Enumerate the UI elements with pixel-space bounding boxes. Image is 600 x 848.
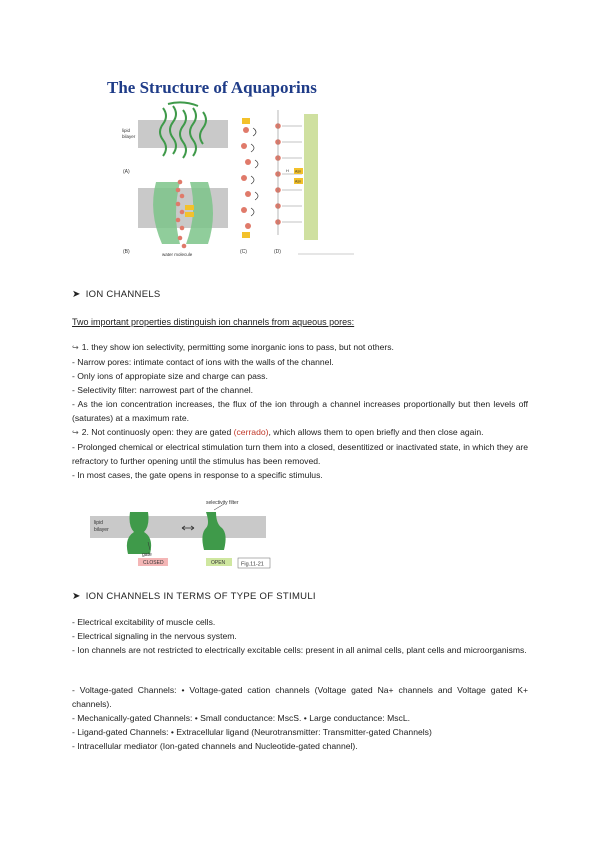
text-paragraph: - Voltage-gated Channels: • Voltage-gated cation channels (Voltage gated Na+ channels and Voltage gated K+ channels). [72,685,528,709]
asn-label-d1: Asn [295,169,302,174]
arrow-bullet-icon: ➤ [72,289,81,300]
panel-c-label: (C) [240,249,247,255]
figure-title: The Structure of Aquaporins [107,78,317,97]
gated-channel-figure [90,500,280,578]
panel-a-label: (A) [123,169,130,175]
text-line: - Electrical signaling in the nervous system. [72,631,237,641]
section-heading-text: ION CHANNELS IN TERMS OF TYPE OF STIMULI [85,591,316,602]
text-line: - Intracellular mediator (Ion-gated channels and Nucleotide-gated channel). [72,741,358,751]
selectivity-filter-label: selectivity filter [206,500,239,506]
arrow-bullet-icon: ➤ [72,591,81,602]
open-label: OPEN [211,560,226,566]
closed-label: CLOSED [143,560,164,566]
text-line: - Selectivity filter: narrowest part of the channel. [72,385,254,395]
asn-label-d2: Asn [295,179,302,184]
text-paragraph: - As the ion concentration increases, the flux of the ion through a channel increases proportionally but then levels off (saturates) at a maximum rate. [72,399,528,423]
red-annotation: (cerrado) [233,427,269,437]
section2-body-b [72,683,528,753]
panel-d-bar [304,114,318,240]
text-line: - Narrow pores: intimate contact of ions with the walls of the channel. [72,357,334,367]
channel-shape-left [153,182,180,244]
lipid-label-2a: lipid [94,520,103,526]
text-line: - Only ions of appropiate size and charge can pass. [72,371,268,381]
section2-body-a [72,615,528,657]
text-line: - Ligand-gated Channels: • Extracellular ligand (Neurotransmitter: Transmitter-gated Channels) [72,727,432,737]
membrane-band-2 [90,516,266,538]
section-heading-ion-channels [72,289,161,300]
section-heading-text: ION CHANNELS [85,289,161,300]
section-heading-stimuli [72,591,316,602]
bilayer-label-2b: bilayer [94,527,109,533]
asn-box-b2 [185,212,194,217]
panel-d-label: (D) [274,249,281,255]
gate-label: gate [142,552,152,558]
hook-arrow-icon: ↪ [72,428,79,437]
section1-body [72,340,528,482]
aquaporin-figure [118,100,358,260]
h-label-d: H [286,168,289,173]
text-paragraph: ↪ 2. Not continuosly open: they are gated (cerrado), which allows them to open briefly and then close again. [72,427,484,437]
text-paragraph: - Ion channels are not restricted to electrically excitable cells: present in all animal cells, plant cells and microorganisms. [72,645,527,655]
text-line: - Mechanically-gated Channels: • Small conductance: MscS. • Large conductance: MscL. [72,713,410,723]
text-line: - Electrical excitability of muscle cells. [72,617,216,627]
hook-arrow-icon: ↪ [72,343,79,352]
water-molecule-label: water molecule [162,252,193,257]
asn-box-b1 [185,205,194,210]
text-line: - In most cases, the gate opens in response to a specific stimulus. [72,470,323,480]
bilayer-label-a2: bilayer [122,134,136,139]
text-line: ↪ 1. they show ion selectivity, permitting some inorganic ions to pass, but not others. [72,342,394,352]
water-chain-c [241,118,258,238]
fig-ref-label: Fig.11-21 [241,561,264,568]
section-subtitle: Two important properties distinguish ion channels from aqueous pores: [72,317,355,327]
panel-b-label: (B) [123,249,130,255]
lipid-label-a1: lipid [122,128,131,133]
text-paragraph: - Prolonged chemical or electrical stimulation turn them into a closed, desentitized or inactivated state, in which they are refractory to further opening until the stimulus has been removed. [72,442,528,466]
membrane-band-a [138,120,228,148]
